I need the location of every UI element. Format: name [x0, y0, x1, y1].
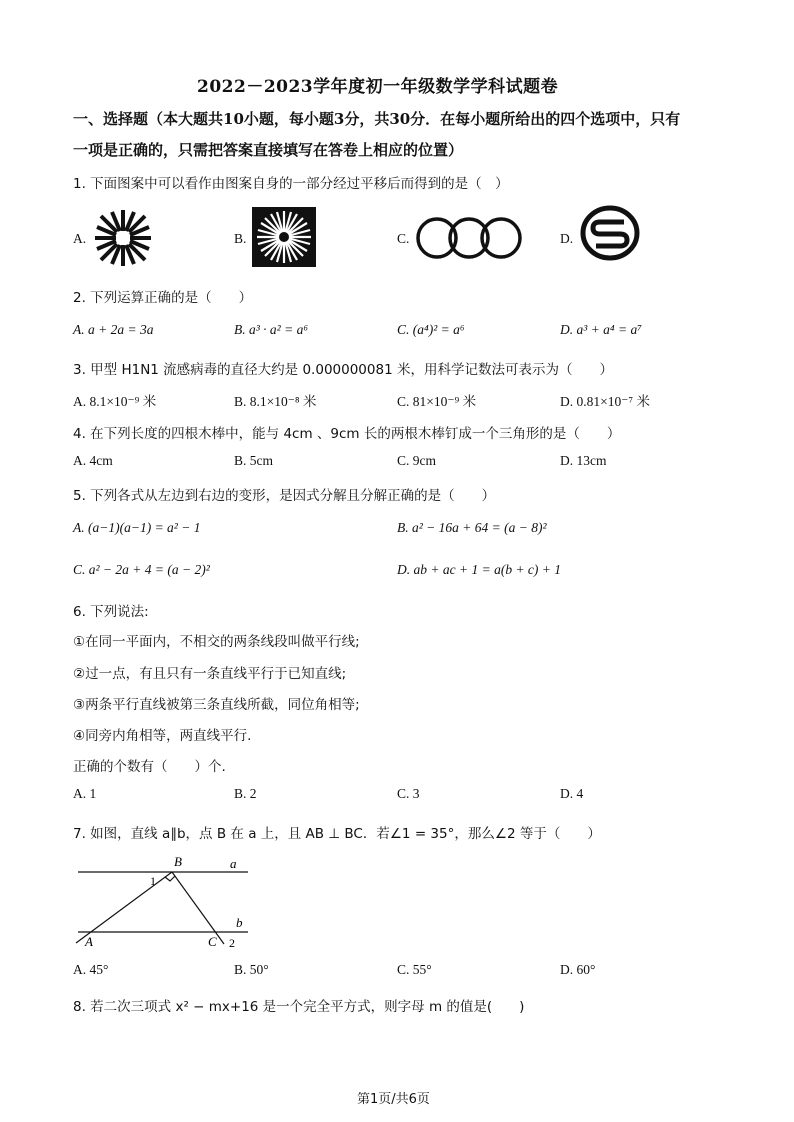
page-title: 2022－2023学年度初一年级数学学科试题卷	[197, 77, 559, 97]
q4-option-d: D. 13cm	[560, 453, 607, 468]
question-5: 5. 下列各式从左边到右边的变形，是因式分解且分解正确的是（ ）	[73, 488, 496, 504]
q7-label-angle2: 2	[229, 936, 235, 950]
q4-option-a: A. 4cm	[73, 453, 113, 468]
q6-statement-4: ④同旁内角相等，两直线平行.	[73, 728, 252, 744]
q5-option-b: B. a² − 16a + 64 = (a − 8)²	[397, 520, 547, 535]
q1-option-d-label: D.	[560, 231, 574, 246]
q6-ask: 正确的个数有（ ）个.	[73, 759, 226, 775]
q6-statement-3: ③两条平行直线被第三条直线所截，同位角相等;	[73, 697, 360, 713]
q7-option-b: B. 50°	[234, 962, 269, 977]
sun-rays-icon	[252, 207, 316, 267]
q2-option-b: B. a³ · a² = a⁶	[234, 322, 309, 337]
q6-statement-2: ②过一点，有且只有一条直线平行于已知直线;	[73, 666, 347, 682]
q5-option-d: D. ab + ac + 1 = a(b + c) + 1	[397, 562, 562, 577]
q7-parallel-lines-figure	[70, 852, 260, 952]
q7-label-C: C	[208, 934, 217, 949]
q6-option-a: A. 1	[73, 786, 97, 801]
question-6: 6. 下列说法:	[73, 604, 149, 620]
s-logo-icon	[580, 205, 640, 261]
q3-option-a: A. 8.1×10⁻⁹ 米	[73, 394, 157, 409]
q6-statement-1: ①在同一平面内，不相交的两条线段叫做平行线;	[73, 634, 360, 650]
question-2: 2. 下列运算正确的是（ ）	[73, 290, 253, 306]
q1-option-c-label: C.	[397, 231, 410, 246]
q7-label-b: b	[236, 915, 243, 930]
page-footer: 第1页/共6页	[357, 1092, 430, 1107]
section-header-line1: 一、选择题（本大题共10小题，每小题3分，共30分．在每小题所给出的四个选项中，只有	[73, 110, 681, 128]
question-3: 3. 甲型 H1N1 流感病毒的直径大约是 0.000000081 米，用科学记数法可表示为（ ）	[73, 362, 613, 378]
question-1: 1. 下面图案中可以看作由图案自身的一部分经过平移后而得到的是（ ）	[73, 176, 509, 192]
q5-option-a: A. (a−1)(a−1) = a² − 1	[73, 520, 201, 535]
q7-label-B: B	[174, 854, 182, 869]
q4-option-b: B. 5cm	[234, 453, 273, 468]
q7-label-A: A	[85, 934, 93, 949]
q4-option-c: C. 9cm	[397, 453, 436, 468]
question-8: 8. 若二次三项式 x² − mx+16 是一个完全平方式，则字母 m 的值是( )	[73, 999, 525, 1015]
q3-option-d: D. 0.81×10⁻⁷ 米	[560, 394, 650, 409]
q7-option-c: C. 55°	[397, 962, 432, 977]
q1-option-b-label: B.	[234, 231, 247, 246]
q3-option-b: B. 8.1×10⁻⁸ 米	[234, 394, 317, 409]
q3-option-c: C. 81×10⁻⁹ 米	[397, 394, 477, 409]
q7-option-d: D. 60°	[560, 962, 596, 977]
q6-option-c: C. 3	[397, 786, 420, 801]
q6-option-d: D. 4	[560, 786, 584, 801]
q7-option-a: A. 45°	[73, 962, 109, 977]
q5-option-c: C. a² − 2a + 4 = (a − 2)²	[73, 562, 210, 577]
q2-option-c: C. (a⁴)² = a⁶	[397, 322, 465, 337]
q1-option-a-label: A.	[73, 231, 87, 246]
q7-label-angle1: 1	[150, 874, 156, 888]
three-rings-icon	[415, 216, 525, 260]
q6-option-b: B. 2	[234, 786, 257, 801]
q2-option-a: A. a + 2a = 3a	[73, 322, 154, 337]
question-7: 7. 如图，直线 a∥b，点 B 在 a 上，且 AB ⊥ BC．若∠1 = 35°，那么∠2 等于（ ）	[73, 826, 601, 842]
question-4: 4. 在下列长度的四根木棒中，能与 4cm 、9cm 长的两根木棒钉成一个三角形的是（ ）	[73, 426, 621, 442]
q2-option-d: D. a³ + a⁴ = a⁷	[560, 322, 642, 337]
section-header-line2: 一项是正确的，只需把答案直接填写在答卷上相应的位置）	[73, 141, 464, 159]
star-burst-icon	[92, 207, 154, 269]
q7-label-a: a	[230, 856, 237, 871]
